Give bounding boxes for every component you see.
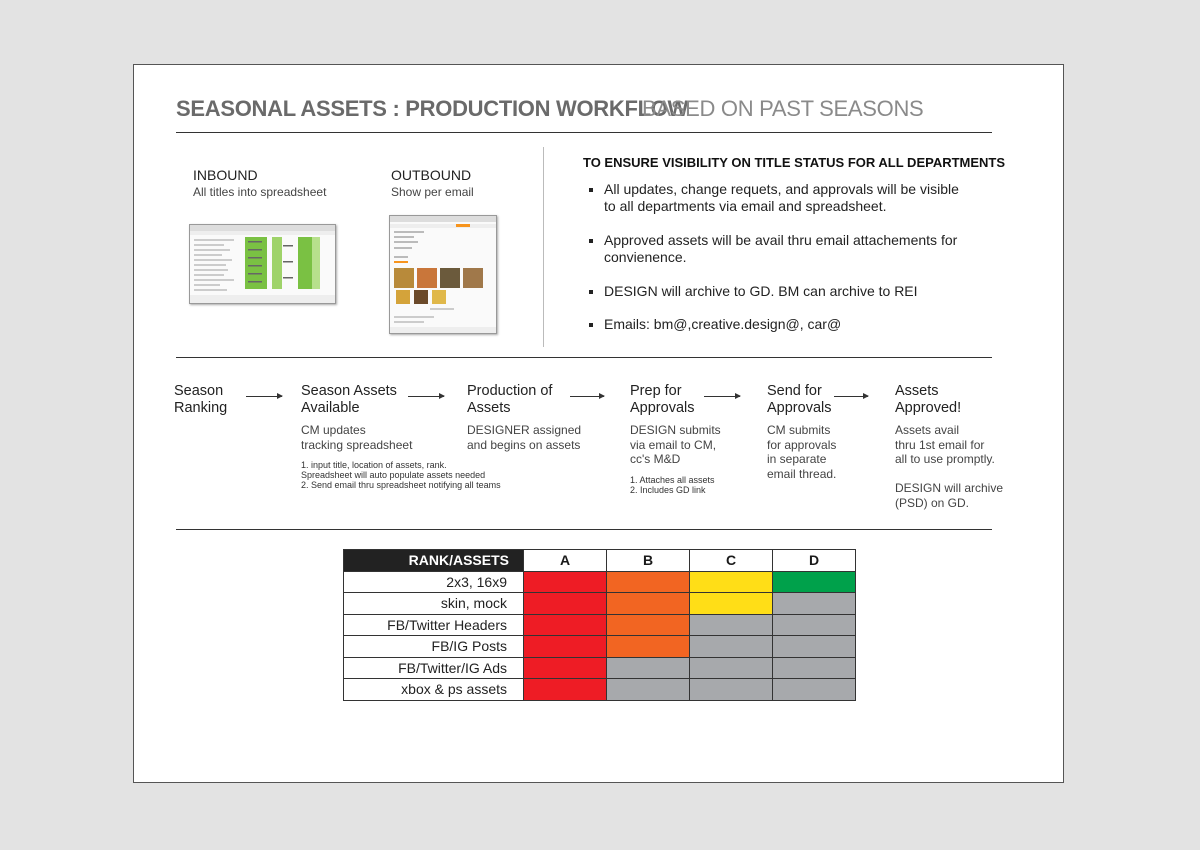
rank-assets-table xyxy=(343,549,856,701)
section-divider-vertical xyxy=(543,147,544,347)
arrow-icon xyxy=(570,396,604,397)
column-header-d: D xyxy=(773,550,856,572)
arrow-icon xyxy=(834,396,868,397)
rank-cell-orange xyxy=(607,593,690,615)
column-header-c: C xyxy=(690,550,773,572)
rank-cell-red xyxy=(524,679,607,701)
rank-cell-gray xyxy=(690,679,773,701)
page-title: SEASONAL ASSETS : PRODUCTION WORKFLOW xyxy=(176,96,689,121)
step-title: Production of Assets xyxy=(467,383,553,416)
divider-top xyxy=(176,132,992,133)
asset-row-label: FB/IG Posts xyxy=(344,636,524,658)
email-thumbnail xyxy=(389,215,497,334)
bullet-icon xyxy=(589,188,593,192)
rank-cell-gray xyxy=(773,679,856,701)
rank-cell-gray xyxy=(690,614,773,636)
arrow-icon xyxy=(408,396,444,397)
bullet-icon xyxy=(589,323,593,327)
table-row xyxy=(344,593,856,615)
rank-cell-red xyxy=(524,636,607,658)
arrow-icon xyxy=(246,396,282,397)
divider-middle xyxy=(176,357,992,358)
asset-row-label: 2x3, 16x9 xyxy=(344,571,524,593)
step-desc: DESIGNER assigned and begins on assets xyxy=(467,423,582,452)
rank-cell-gray xyxy=(773,593,856,615)
rank-cell-red xyxy=(524,657,607,679)
bullet-icon xyxy=(589,290,593,294)
bullet-text: Emails: bm@,creative.design@, car@ xyxy=(604,316,842,332)
asset-row-label: xbox & ps assets xyxy=(344,679,524,701)
asset-row-label: FB/Twitter/IG Ads xyxy=(344,657,524,679)
arrow-icon xyxy=(704,396,740,397)
spreadsheet-thumbnail xyxy=(189,224,336,304)
table-header-row xyxy=(344,550,856,572)
rank-cell-gray xyxy=(607,679,690,701)
rank-cell-red xyxy=(524,571,607,593)
workflow-step-production xyxy=(467,383,597,452)
bullet-text: Approved assets will be avail thru email attachements for convienence. xyxy=(604,232,958,265)
rank-cell-red xyxy=(524,593,607,615)
step-title: Season Ranking xyxy=(174,383,228,416)
workflow-step-assets-approved xyxy=(895,383,1015,510)
rank-cell-red xyxy=(524,614,607,636)
rank-cell-gray xyxy=(773,657,856,679)
step-desc: CM submits for approvals in separate email thread. xyxy=(767,423,837,481)
workflow-step-send-approvals xyxy=(767,383,867,481)
outbound-desc: Show per email xyxy=(391,185,474,199)
asset-row-label: FB/Twitter Headers xyxy=(344,614,524,636)
step-title: Assets Approved! xyxy=(895,383,962,416)
outbound-label: OUTBOUND xyxy=(391,167,472,183)
bullet-text: DESIGN will archive to GD. BM can archive to REI xyxy=(604,283,918,299)
step-notes: 1. input title, location of assets, rank. Spreadsheet will auto populate assets needed 2. Send email thru spreadsheet notifying all teams xyxy=(301,460,501,490)
table-row xyxy=(344,657,856,679)
table-row xyxy=(344,614,856,636)
divider-bottom xyxy=(176,529,992,530)
column-header-b: B xyxy=(607,550,690,572)
rank-cell-yellow xyxy=(690,571,773,593)
page-subtitle: BASED ON PAST SEASONS xyxy=(642,96,924,121)
table-row xyxy=(344,571,856,593)
workflow-page xyxy=(133,64,1064,783)
rank-cell-green xyxy=(773,571,856,593)
bullet-icon xyxy=(589,239,593,243)
step-desc: CM updates tracking spreadsheet xyxy=(301,423,413,452)
rank-cell-gray xyxy=(607,657,690,679)
workflow-step-prep-approvals xyxy=(630,383,740,495)
step-title: Send for Approvals xyxy=(767,383,832,416)
step-title: Season Assets Available xyxy=(301,383,397,416)
bullet-text: All updates, change requets, and approvals will be visible to all departments via email and spreadsheet. xyxy=(604,181,959,214)
rank-cell-gray xyxy=(773,614,856,636)
rank-cell-orange xyxy=(607,614,690,636)
rank-cell-orange xyxy=(607,636,690,658)
rank-cell-orange xyxy=(607,571,690,593)
rank-cell-gray xyxy=(690,636,773,658)
step-notes: 1. Attaches all assets 2. Includes GD link xyxy=(630,474,715,495)
column-header-a: A xyxy=(524,550,607,572)
table-row xyxy=(344,636,856,658)
inbound-desc: All titles into spreadsheet xyxy=(193,185,327,199)
rank-cell-gray xyxy=(773,636,856,658)
table-row xyxy=(344,679,856,701)
step-title: Prep for Approvals xyxy=(630,383,695,416)
visibility-title: TO ENSURE VISIBILITY ON TITLE STATUS FOR ALL DEPARTMENTS xyxy=(583,155,1006,170)
step-desc: Assets avail thru 1st email for all to use promptly. DESIGN will archive (PSD) on GD. xyxy=(895,423,1004,510)
workflow-step-season-ranking xyxy=(174,383,264,417)
asset-row-label: skin, mock xyxy=(344,593,524,615)
rank-cell-yellow xyxy=(690,593,773,615)
rank-assets-header: RANK/ASSETS xyxy=(344,550,524,572)
step-desc: DESIGN submits via email to CM, cc's M&D xyxy=(630,423,721,466)
rank-cell-gray xyxy=(690,657,773,679)
inbound-label: INBOUND xyxy=(193,167,258,183)
